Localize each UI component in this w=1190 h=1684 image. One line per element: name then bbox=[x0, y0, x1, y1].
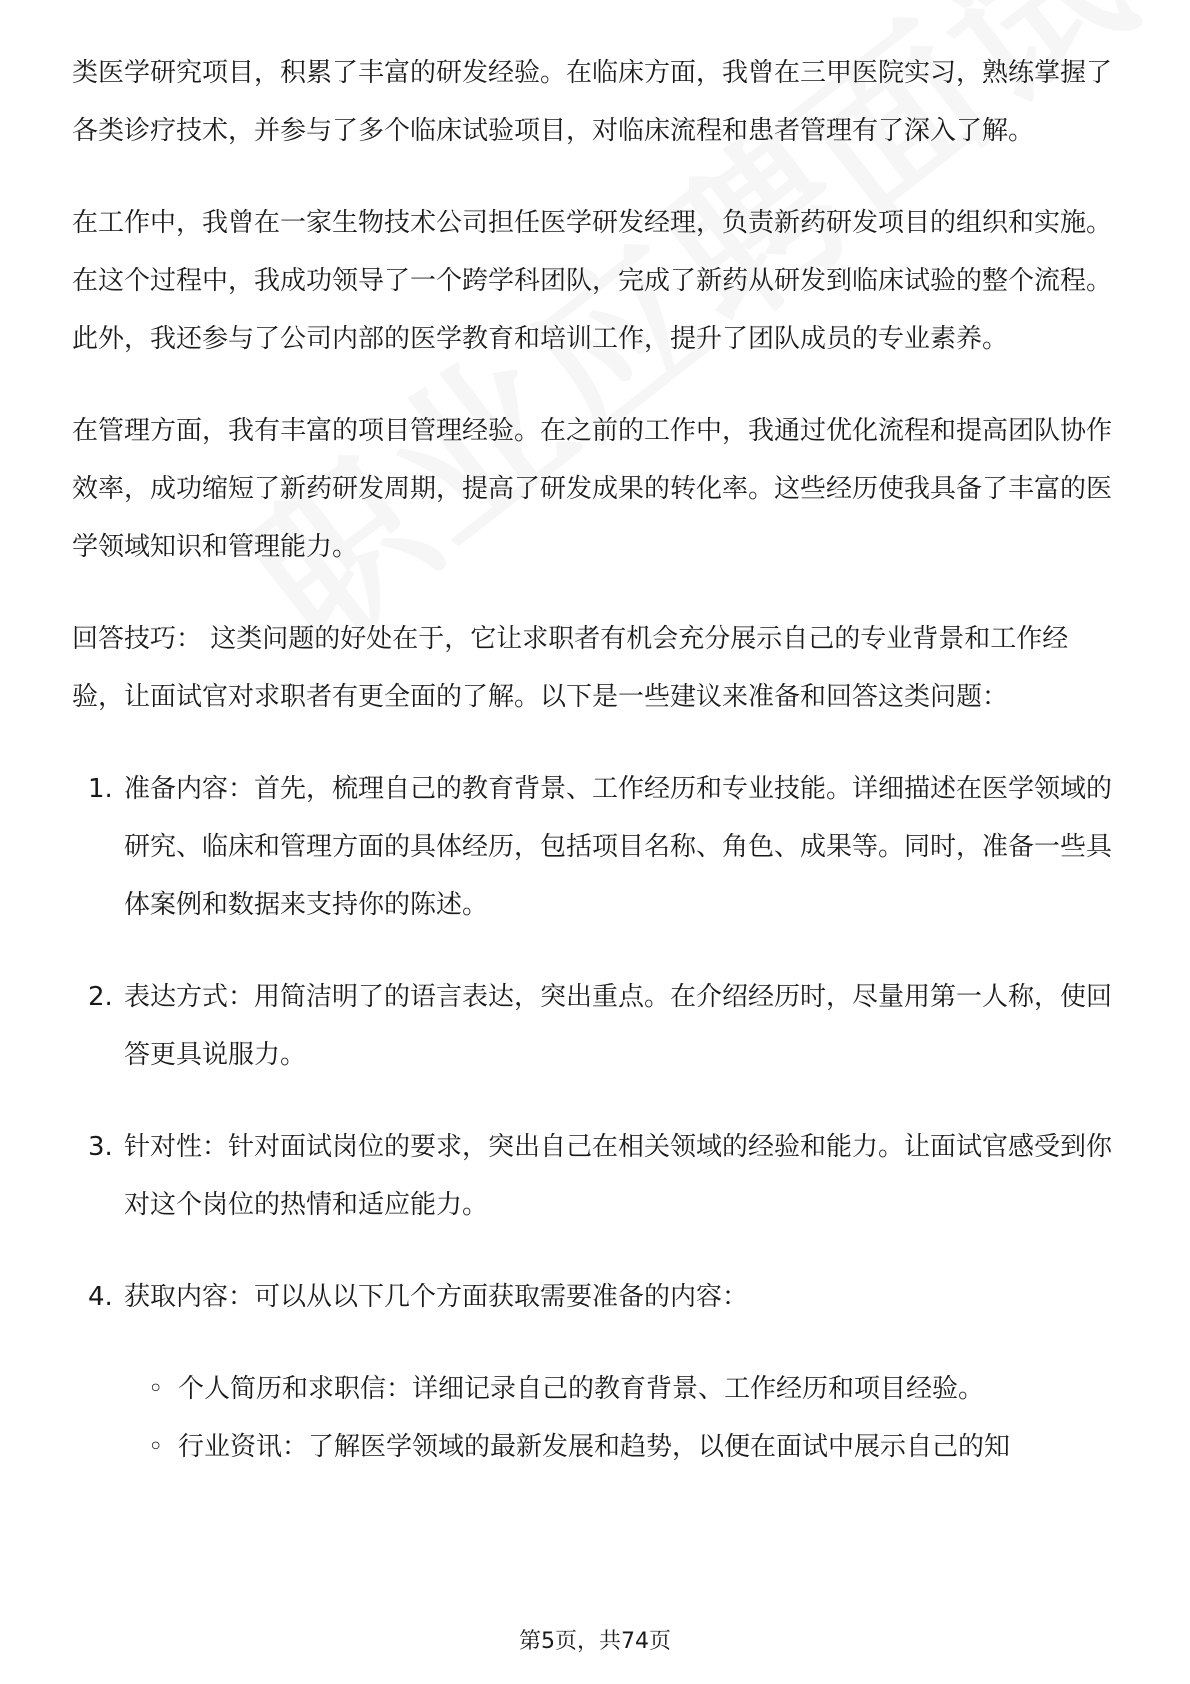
bullet-icon: ◦ bbox=[148, 1432, 164, 1462]
paragraph-1: 类医学研究项目，积累了丰富的研发经验。在临床方面，我曾在三甲医院实习，熟练掌握了各类诊疗技术，并参与了多个临床试验项目，对临床流程和患者管理有了深入了解。 bbox=[72, 58, 1113, 146]
list-number: 2. bbox=[88, 982, 113, 1012]
tips-list bbox=[72, 760, 1118, 1326]
document-body bbox=[72, 44, 1118, 1476]
sublist-item bbox=[72, 1360, 1118, 1418]
sublist-item-text: 行业资讯：了解医学领域的最新发展和趋势，以便在面试中展示自己的知 bbox=[178, 1432, 1011, 1462]
bullet-icon: ◦ bbox=[148, 1374, 164, 1404]
answer-tips-paragraph: 回答技巧： 这类问题的好处在于，它让求职者有机会充分展示自己的专业背景和工作经验，让面试官对求职者有更全面的了解。以下是一些建议来准备和回答这类问题： bbox=[72, 624, 1069, 712]
list-item-text: 针对性：针对面试岗位的要求，突出自己在相关领域的经验和能力。让面试官感受到你对这个岗位的热情和适应能力。 bbox=[124, 1132, 1113, 1220]
list-item-text: 表达方式：用简洁明了的语言表达，突出重点。在介绍经历时，尽量用第一人称，使回答更具说服力。 bbox=[124, 982, 1113, 1070]
content-sources-sublist bbox=[72, 1360, 1118, 1476]
page-number-footer: 第5页，共74页 bbox=[519, 1629, 671, 1654]
list-number: 1. bbox=[88, 774, 113, 804]
paragraph-2: 在工作中，我曾在一家生物技术公司担任医学研发经理，负责新药研发项目的组织和实施。在这个过程中，我成功领导了一个跨学科团队，完成了新药从研发到临床试验的整个流程。此外，我还参与了公司内部的医学教育和培训工作，提升了团队成员的专业素养。 bbox=[72, 208, 1113, 354]
list-number: 3. bbox=[88, 1132, 113, 1162]
sublist-item-text: 个人简历和求职信：详细记录自己的教育背景、工作经历和项目经验。 bbox=[178, 1374, 985, 1404]
list-item-text: 准备内容：首先，梳理自己的教育背景、工作经历和专业技能。详细描述在医学领域的研究、临床和管理方面的具体经历，包括项目名称、角色、成果等。同时，准备一些具体案例和数据来支持你的陈述。 bbox=[124, 774, 1113, 920]
list-item bbox=[72, 968, 1118, 1084]
list-item bbox=[72, 1118, 1118, 1234]
paragraph-3: 在管理方面，我有丰富的项目管理经验。在之前的工作中，我通过优化流程和提高团队协作效率，成功缩短了新药研发周期，提高了研发成果的转化率。这些经历使我具备了丰富的医学领域知识和管理能力。 bbox=[72, 416, 1113, 562]
list-number: 4. bbox=[88, 1282, 113, 1312]
list-item bbox=[72, 1268, 1118, 1326]
sublist-item bbox=[72, 1418, 1118, 1476]
list-item-text: 获取内容：可以从以下几个方面获取需要准备的内容： bbox=[124, 1282, 749, 1312]
list-item bbox=[72, 760, 1118, 934]
